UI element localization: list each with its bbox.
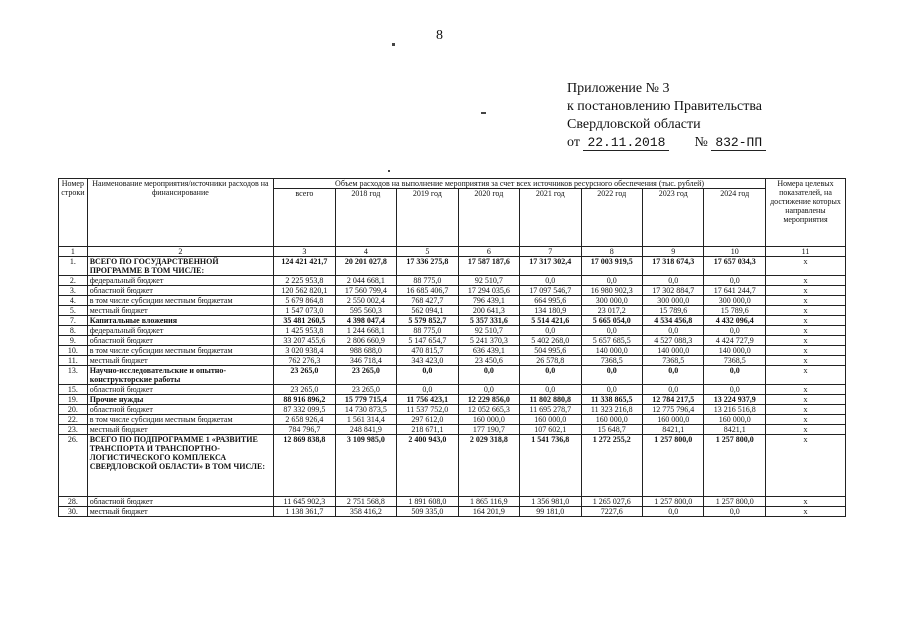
table-row (59, 356, 846, 366)
row-name: областной бюджет (87, 405, 273, 415)
row-value-2019: 562 094,1 (397, 306, 458, 316)
decree-number: 832-ПП (711, 135, 766, 151)
row-value-2023: 17 302 884,7 (642, 286, 703, 296)
row-target: x (765, 395, 845, 405)
row-value-2019: 88 775,0 (397, 326, 458, 336)
row-total: 2 658 926,4 (274, 415, 335, 425)
column-index: 8 (581, 247, 642, 257)
header-year: 2022 год (581, 189, 642, 247)
row-value-2021: 107 602,1 (520, 425, 581, 435)
row-number: 7. (59, 316, 88, 326)
table-row (59, 366, 846, 385)
row-value-2018: 20 201 027,8 (335, 257, 396, 276)
row-number: 28. (59, 497, 88, 507)
row-value-2022: 300 000,0 (581, 296, 642, 306)
row-value-2024: 140 000,0 (704, 346, 766, 356)
row-target: x (765, 286, 845, 296)
row-target: x (765, 385, 845, 395)
row-value-2021: 504 995,6 (520, 346, 581, 356)
row-value-2024: 160 000,0 (704, 415, 766, 425)
row-value-2021: 664 995,6 (520, 296, 581, 306)
row-value-2023: 12 784 217,5 (642, 395, 703, 405)
row-name: в том числе субсидии местным бюджетам (87, 296, 273, 306)
row-value-2024: 7368,5 (704, 356, 766, 366)
row-target: x (765, 507, 845, 517)
row-value-2020: 5 241 370,3 (458, 336, 519, 346)
page-number: 8 (436, 28, 443, 43)
row-target: x (765, 257, 845, 276)
row-value-2023: 8421,1 (642, 425, 703, 435)
decree-date: 22.11.2018 (583, 135, 669, 151)
row-value-2018: 346 718,4 (335, 356, 396, 366)
row-total: 1 138 361,7 (274, 507, 335, 517)
row-value-2018: 4 398 047,4 (335, 316, 396, 326)
table-row (59, 257, 846, 276)
row-total: 88 916 896,2 (274, 395, 335, 405)
row-value-2021: 26 578,8 (520, 356, 581, 366)
row-total: 1 425 953,8 (274, 326, 335, 336)
row-name: областной бюджет (87, 336, 273, 346)
row-target: x (765, 425, 845, 435)
row-total: 11 645 902,3 (274, 497, 335, 507)
row-number: 13. (59, 366, 88, 385)
table-row (59, 306, 846, 316)
row-value-2024: 4 424 727,9 (704, 336, 766, 346)
row-value-2021: 17 317 302,4 (520, 257, 581, 276)
row-number: 9. (59, 336, 88, 346)
row-value-2018: 248 841,9 (335, 425, 396, 435)
row-value-2024: 0,0 (704, 507, 766, 517)
row-name: Капитальные вложения (87, 316, 273, 326)
row-total: 2 225 953,8 (274, 276, 335, 286)
row-value-2024: 17 641 244,7 (704, 286, 766, 296)
appendix-to: к постановлению Правительства (567, 99, 763, 114)
header-row-no: Номер строки (59, 179, 88, 247)
row-value-2021: 134 180,9 (520, 306, 581, 316)
row-total: 762 276,3 (274, 356, 335, 366)
row-value-2019: 0,0 (397, 385, 458, 395)
row-value-2022: 23 017,2 (581, 306, 642, 316)
row-name: местный бюджет (87, 425, 273, 435)
row-target: x (765, 435, 845, 497)
row-target: x (765, 346, 845, 356)
row-value-2020: 160 000,0 (458, 415, 519, 425)
row-total: 784 796,7 (274, 425, 335, 435)
row-name: Прочие нужды (87, 395, 273, 405)
row-number: 4. (59, 296, 88, 306)
column-index: 4 (335, 247, 396, 257)
row-name: Научно-исследовательские и опытно-конструкторские работы (87, 366, 273, 385)
row-value-2024: 8421,1 (704, 425, 766, 435)
row-value-2023: 1 257 800,0 (642, 497, 703, 507)
column-index: 1 (59, 247, 88, 257)
column-index: 11 (765, 247, 845, 257)
row-value-2020: 5 357 331,6 (458, 316, 519, 326)
row-total: 87 332 099,5 (274, 405, 335, 415)
number-prefix: № (694, 135, 708, 150)
row-value-2021: 17 097 546,7 (520, 286, 581, 296)
row-value-2019: 16 685 406,7 (397, 286, 458, 296)
row-name: в том числе субсидии местным бюджетам (87, 415, 273, 425)
row-value-2023: 160 000,0 (642, 415, 703, 425)
row-value-2022: 16 980 902,3 (581, 286, 642, 296)
row-value-2020: 12 052 665,3 (458, 405, 519, 415)
row-value-2019: 768 427,7 (397, 296, 458, 306)
table-row (59, 326, 846, 336)
table-row (59, 276, 846, 286)
row-number: 8. (59, 326, 88, 336)
row-value-2023: 12 775 796,4 (642, 405, 703, 415)
row-total: 12 869 838,8 (274, 435, 335, 497)
row-value-2024: 17 657 034,3 (704, 257, 766, 276)
row-target: x (765, 316, 845, 326)
row-value-2020: 164 201,9 (458, 507, 519, 517)
table-row (59, 425, 846, 435)
table-row (59, 336, 846, 346)
row-value-2018: 2 550 002,4 (335, 296, 396, 306)
row-value-2019: 343 423,0 (397, 356, 458, 366)
row-value-2018: 23 265,0 (335, 366, 396, 385)
row-total: 35 481 260,5 (274, 316, 335, 326)
table-row (59, 435, 846, 497)
row-value-2020: 17 587 187,6 (458, 257, 519, 276)
row-value-2021: 0,0 (520, 276, 581, 286)
row-target: x (765, 326, 845, 336)
row-value-2023: 7368,5 (642, 356, 703, 366)
table-row (59, 296, 846, 306)
row-value-2022: 5 657 685,5 (581, 336, 642, 346)
row-value-2018: 2 044 668,1 (335, 276, 396, 286)
row-total: 124 421 421,7 (274, 257, 335, 276)
header-year: 2020 год (458, 189, 519, 247)
row-value-2022: 7227,6 (581, 507, 642, 517)
row-value-2018: 358 416,2 (335, 507, 396, 517)
row-number: 11. (59, 356, 88, 366)
row-value-2021: 5 402 268,0 (520, 336, 581, 346)
table-row (59, 405, 846, 415)
row-value-2021: 0,0 (520, 385, 581, 395)
column-index-row (59, 247, 846, 257)
row-name: местный бюджет (87, 306, 273, 316)
table-row (59, 395, 846, 405)
row-target: x (765, 405, 845, 415)
header-year: 2023 год (642, 189, 703, 247)
row-value-2019: 0,0 (397, 366, 458, 385)
row-value-2023: 300 000,0 (642, 296, 703, 306)
row-target: x (765, 356, 845, 366)
row-value-2022: 0,0 (581, 326, 642, 336)
row-value-2018: 3 109 985,0 (335, 435, 396, 497)
table-row (59, 385, 846, 395)
row-value-2021: 0,0 (520, 366, 581, 385)
row-target: x (765, 336, 845, 346)
table-row (59, 286, 846, 296)
column-index: 2 (87, 247, 273, 257)
row-name: федеральный бюджет (87, 326, 273, 336)
row-value-2021: 5 514 421,6 (520, 316, 581, 326)
row-number: 10. (59, 346, 88, 356)
row-value-2024: 1 257 800,0 (704, 435, 766, 497)
row-number: 15. (59, 385, 88, 395)
row-number: 30. (59, 507, 88, 517)
row-total: 3 020 938,4 (274, 346, 335, 356)
row-value-2023: 17 318 674,3 (642, 257, 703, 276)
row-number: 19. (59, 395, 88, 405)
row-value-2024: 4 432 096,4 (704, 316, 766, 326)
row-value-2020: 2 029 318,8 (458, 435, 519, 497)
row-value-2021: 11 695 278,7 (520, 405, 581, 415)
row-value-2018: 2 806 660,9 (335, 336, 396, 346)
row-value-2022: 0,0 (581, 385, 642, 395)
appendix-title: Приложение № 3 (567, 81, 670, 96)
row-value-2019: 88 775,0 (397, 276, 458, 286)
row-value-2019: 218 671,1 (397, 425, 458, 435)
row-value-2020: 12 229 856,0 (458, 395, 519, 405)
date-prefix: от (567, 135, 580, 150)
row-value-2021: 99 181,0 (520, 507, 581, 517)
row-value-2019: 2 400 943,0 (397, 435, 458, 497)
row-value-2022: 160 000,0 (581, 415, 642, 425)
row-value-2024: 300 000,0 (704, 296, 766, 306)
row-number: 23. (59, 425, 88, 435)
row-value-2023: 4 534 456,8 (642, 316, 703, 326)
column-index: 6 (458, 247, 519, 257)
table-row (59, 316, 846, 326)
row-value-2020: 23 450,6 (458, 356, 519, 366)
row-target: x (765, 497, 845, 507)
row-value-2018: 988 688,0 (335, 346, 396, 356)
row-value-2020: 17 294 035,6 (458, 286, 519, 296)
row-value-2020: 0,0 (458, 385, 519, 395)
row-name: областной бюджет (87, 286, 273, 296)
table-row (59, 415, 846, 425)
row-value-2024: 13 216 516,8 (704, 405, 766, 415)
row-value-2018: 23 265,0 (335, 385, 396, 395)
budget-table (58, 178, 846, 517)
row-target: x (765, 306, 845, 316)
scan-speck (388, 170, 390, 172)
row-total: 23 265,0 (274, 385, 335, 395)
row-name: в том числе субсидии местным бюджетам (87, 346, 273, 356)
row-total: 120 562 820,1 (274, 286, 335, 296)
row-value-2020: 200 641,3 (458, 306, 519, 316)
column-index: 9 (642, 247, 703, 257)
row-value-2022: 11 323 216,8 (581, 405, 642, 415)
row-value-2021: 160 000,0 (520, 415, 581, 425)
row-name: областной бюджет (87, 497, 273, 507)
row-name: ВСЕГО ПО ГОСУДАРСТВЕННОЙ ПРОГРАММЕ В ТОМ ЧИСЛЕ: (87, 257, 273, 276)
row-value-2024: 0,0 (704, 326, 766, 336)
row-value-2021: 11 802 880,8 (520, 395, 581, 405)
row-value-2022: 140 000,0 (581, 346, 642, 356)
row-value-2022: 17 003 919,5 (581, 257, 642, 276)
row-value-2021: 1 541 736,8 (520, 435, 581, 497)
row-value-2018: 2 751 568,8 (335, 497, 396, 507)
row-value-2019: 17 336 275,8 (397, 257, 458, 276)
row-value-2018: 595 560,3 (335, 306, 396, 316)
header-year: 2024 год (704, 189, 766, 247)
column-index: 3 (274, 247, 335, 257)
row-number: 5. (59, 306, 88, 316)
row-value-2018: 14 730 873,5 (335, 405, 396, 415)
scan-speck (392, 43, 395, 46)
row-value-2023: 0,0 (642, 507, 703, 517)
row-number: 2. (59, 276, 88, 286)
header-year: 2021 год (520, 189, 581, 247)
row-value-2023: 0,0 (642, 385, 703, 395)
row-value-2018: 1 561 314,4 (335, 415, 396, 425)
row-value-2023: 0,0 (642, 366, 703, 385)
row-target: x (765, 276, 845, 286)
header-total: всего (274, 189, 335, 247)
row-value-2020: 0,0 (458, 366, 519, 385)
header-year: 2018 год (335, 189, 396, 247)
row-value-2019: 470 815,7 (397, 346, 458, 356)
row-value-2019: 5 579 852,7 (397, 316, 458, 326)
column-index: 5 (397, 247, 458, 257)
row-total: 1 547 073,0 (274, 306, 335, 316)
row-value-2022: 1 265 027,6 (581, 497, 642, 507)
row-value-2024: 0,0 (704, 366, 766, 385)
row-value-2022: 5 665 054,0 (581, 316, 642, 326)
row-value-2024: 13 224 937,9 (704, 395, 766, 405)
row-name: ВСЕГО ПО ПОДПРОГРАММЕ 1 «РАЗВИТИЕ ТРАНСПОРТА И ТРАНСПОРТНО-ЛОГИСТИЧЕСКОГО КОМПЛЕКСА СВЕРДЛОВСКОЙ ОБЛАСТИ» В ТОМ ЧИСЛЕ: (87, 435, 273, 497)
column-index: 10 (704, 247, 766, 257)
row-target: x (765, 296, 845, 306)
row-name: федеральный бюджет (87, 276, 273, 286)
row-name: областной бюджет (87, 385, 273, 395)
row-value-2019: 509 335,0 (397, 507, 458, 517)
row-name: местный бюджет (87, 356, 273, 366)
header-name: Наименование мероприятия/источники расходов на финансирование (87, 179, 273, 247)
header-target: Номера целевых показателей, на достижение которых направлены мероприятия (765, 179, 845, 247)
row-value-2019: 297 612,0 (397, 415, 458, 425)
row-value-2020: 92 510,7 (458, 276, 519, 286)
row-value-2022: 0,0 (581, 366, 642, 385)
row-value-2024: 1 257 800,0 (704, 497, 766, 507)
appendix-header (567, 80, 766, 152)
scan-speck (481, 112, 486, 114)
table-row (59, 497, 846, 507)
row-total: 5 679 864,8 (274, 296, 335, 306)
row-value-2019: 1 891 608,0 (397, 497, 458, 507)
row-value-2023: 15 789,6 (642, 306, 703, 316)
row-number: 20. (59, 405, 88, 415)
row-value-2023: 1 257 800,0 (642, 435, 703, 497)
header-year: 2019 год (397, 189, 458, 247)
row-value-2023: 0,0 (642, 276, 703, 286)
row-value-2024: 0,0 (704, 385, 766, 395)
row-value-2023: 140 000,0 (642, 346, 703, 356)
row-total: 23 265,0 (274, 366, 335, 385)
row-value-2024: 0,0 (704, 276, 766, 286)
row-value-2020: 1 865 116,9 (458, 497, 519, 507)
row-value-2020: 177 190,7 (458, 425, 519, 435)
table-row (59, 346, 846, 356)
row-value-2021: 0,0 (520, 326, 581, 336)
row-value-2020: 92 510,7 (458, 326, 519, 336)
row-target: x (765, 415, 845, 425)
appendix-region: Свердловской области (567, 117, 701, 132)
row-value-2024: 15 789,6 (704, 306, 766, 316)
row-target: x (765, 366, 845, 385)
row-value-2020: 796 439,1 (458, 296, 519, 306)
row-total: 33 207 455,6 (274, 336, 335, 346)
row-value-2023: 4 527 088,3 (642, 336, 703, 346)
row-number: 3. (59, 286, 88, 296)
row-value-2019: 5 147 654,7 (397, 336, 458, 346)
row-value-2022: 15 648,7 (581, 425, 642, 435)
appendix-date-line (567, 134, 766, 152)
row-value-2021: 1 356 981,0 (520, 497, 581, 507)
row-value-2022: 11 338 865,5 (581, 395, 642, 405)
column-index: 7 (520, 247, 581, 257)
row-value-2019: 11 756 423,1 (397, 395, 458, 405)
row-number: 26. (59, 435, 88, 497)
row-value-2022: 1 272 255,2 (581, 435, 642, 497)
row-value-2018: 15 779 715,4 (335, 395, 396, 405)
header-volume: Объем расходов на выполнение мероприятия за счет всех источников ресурсного обеспечения (тыс. рублей) (274, 179, 766, 189)
row-value-2022: 7368,5 (581, 356, 642, 366)
row-value-2018: 1 244 668,1 (335, 326, 396, 336)
row-value-2018: 17 560 799,4 (335, 286, 396, 296)
row-name: местный бюджет (87, 507, 273, 517)
row-value-2019: 11 537 752,0 (397, 405, 458, 415)
row-number: 1. (59, 257, 88, 276)
row-value-2023: 0,0 (642, 326, 703, 336)
table-row (59, 507, 846, 517)
row-value-2020: 636 439,1 (458, 346, 519, 356)
row-value-2022: 0,0 (581, 276, 642, 286)
row-number: 22. (59, 415, 88, 425)
